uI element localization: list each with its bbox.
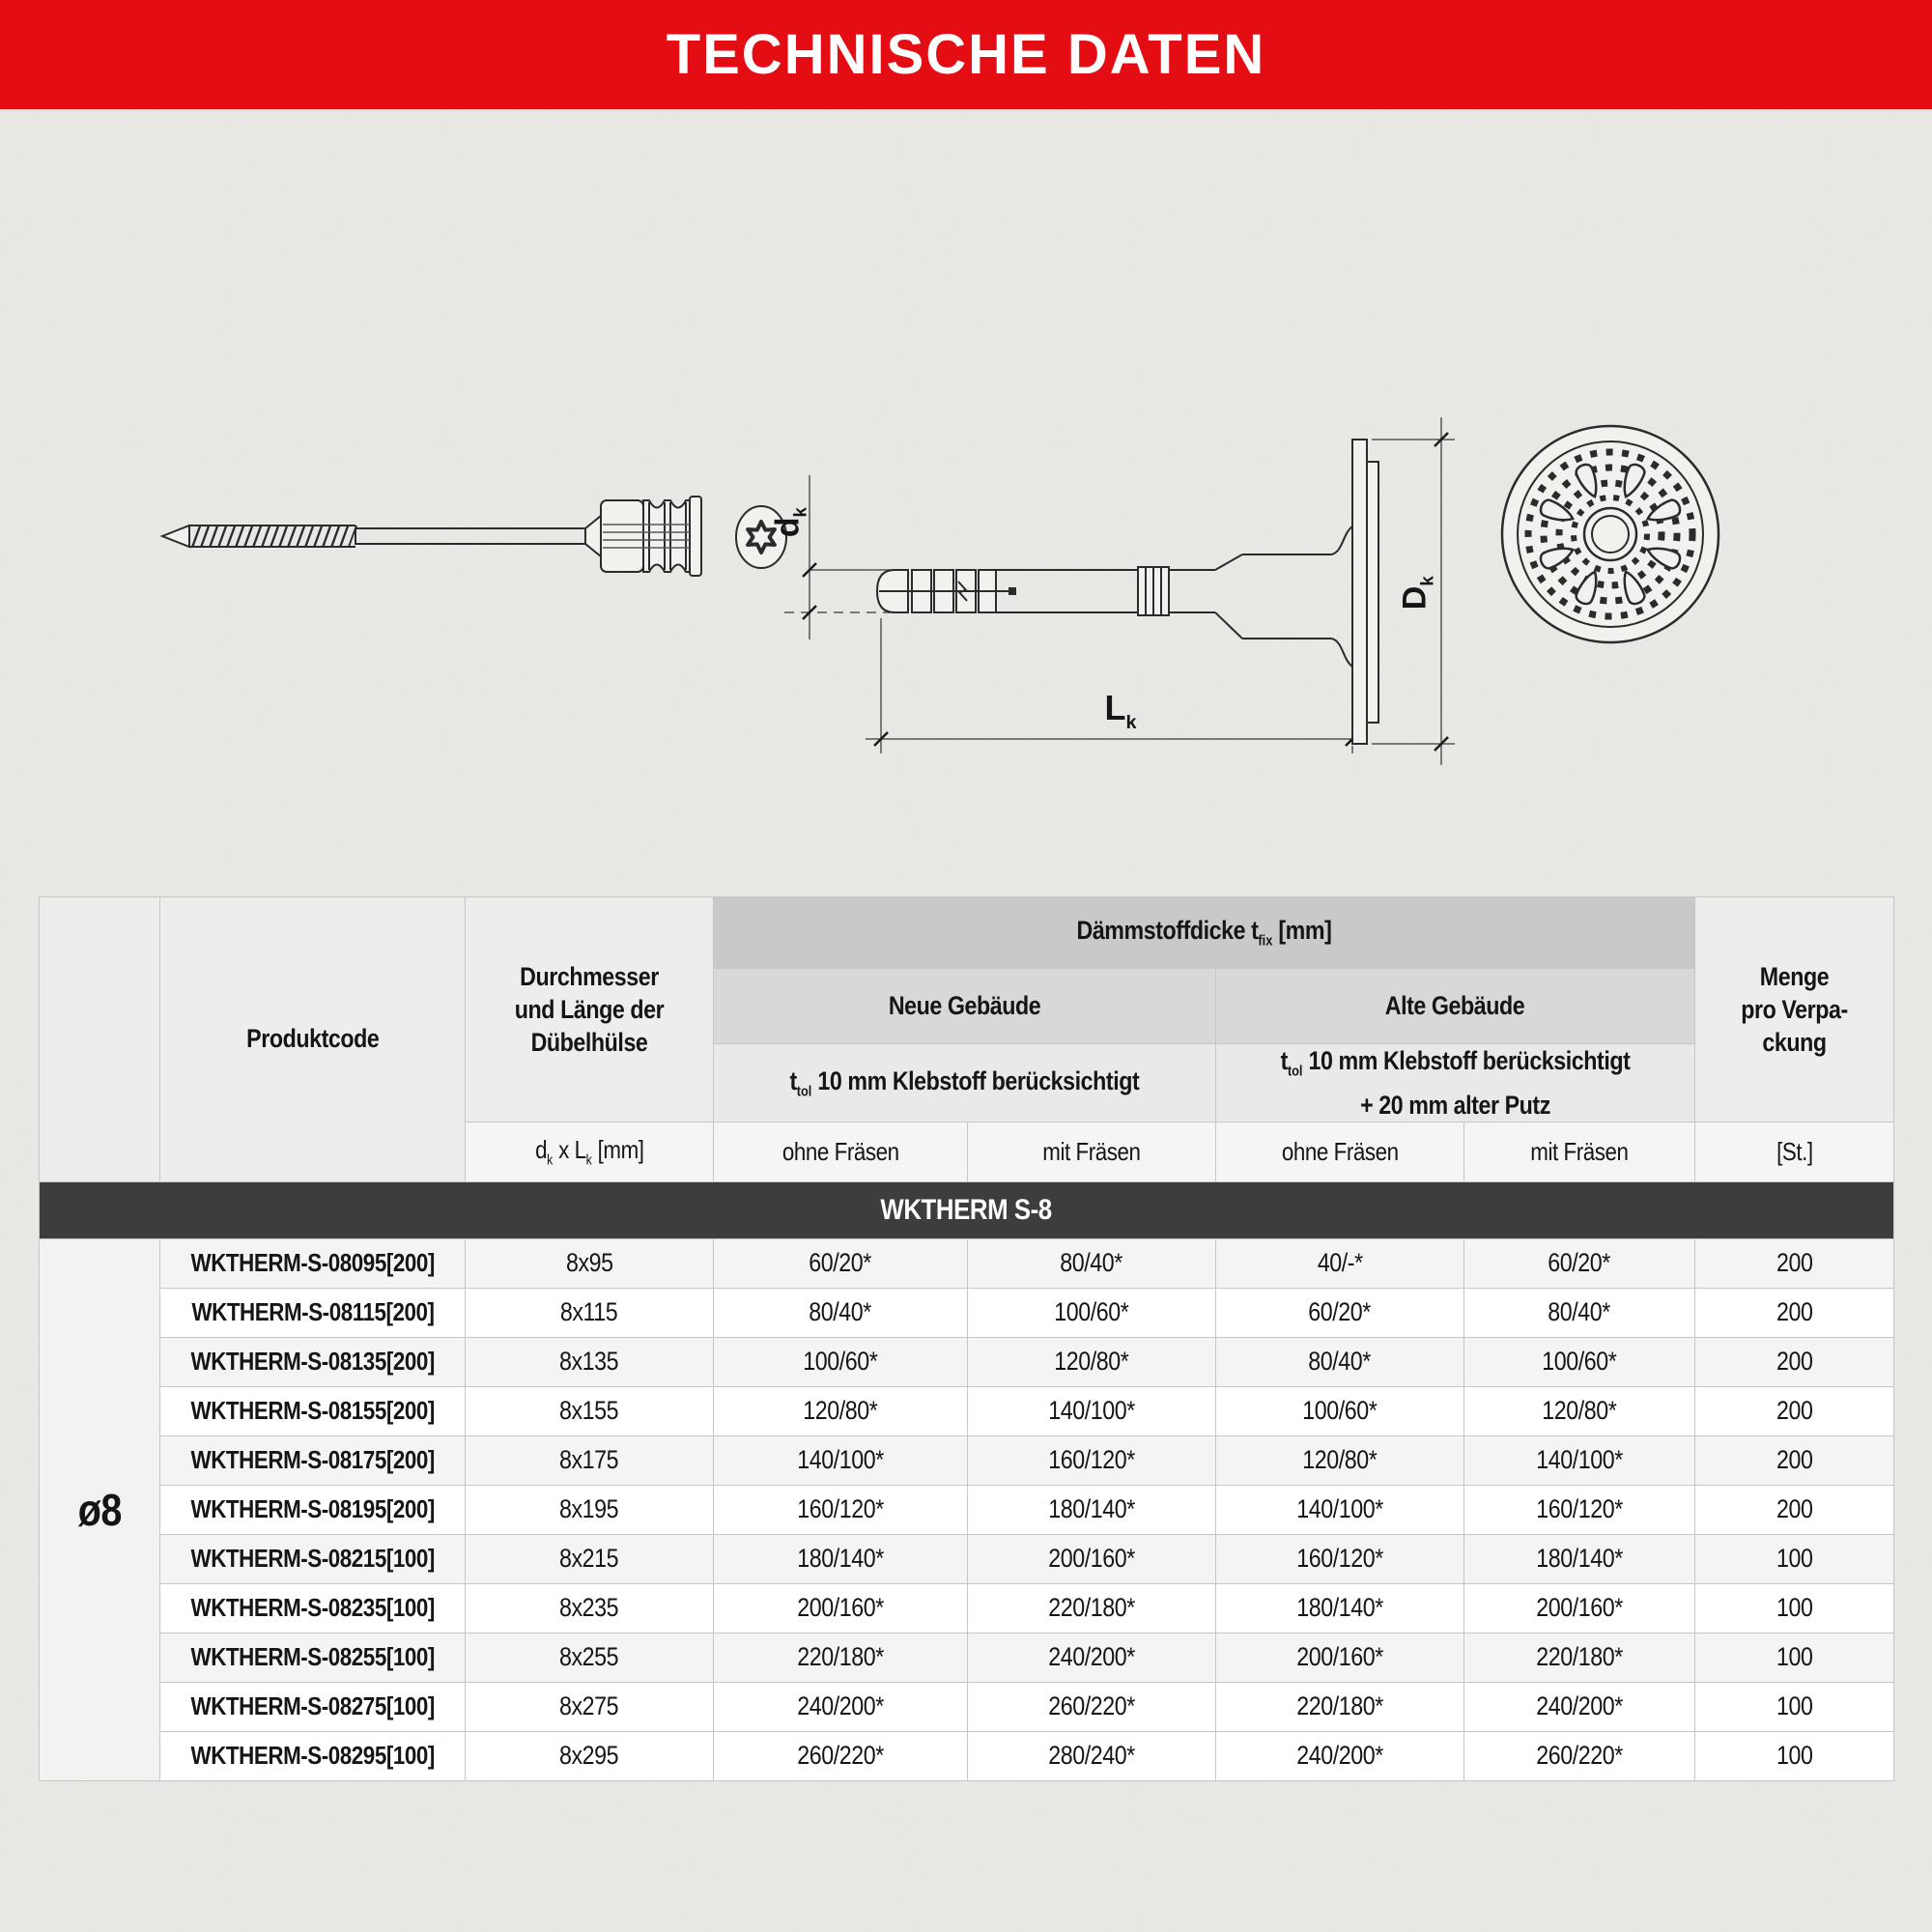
page-title: TECHNISCHE DATEN bbox=[666, 23, 1266, 86]
Dk-dimension-label: $D_k$ bbox=[1396, 576, 1437, 611]
cell-neue-ohne: 80/40* bbox=[714, 1288, 968, 1337]
table-row bbox=[40, 1682, 1894, 1731]
cell-menge: 200 bbox=[1695, 1386, 1894, 1435]
cell-alte-mit: 100/60* bbox=[1464, 1337, 1695, 1386]
cell-alte-ohne: 200/160* bbox=[1216, 1633, 1464, 1682]
cell-neue-mit: 140/100* bbox=[968, 1386, 1216, 1435]
cell-alte-ohne: 60/20* bbox=[1216, 1288, 1464, 1337]
subheader-dk-lk: $d_k$ x $L_k$ [mm] bbox=[466, 1122, 714, 1181]
cell-neue-ohne: 260/220* bbox=[714, 1731, 968, 1780]
subheader-ohne-fraesen-neue: ohne Fräsen bbox=[714, 1122, 968, 1181]
cell-size: 8x175 bbox=[466, 1435, 714, 1485]
header-alte-gebaeude: Alte Gebäude bbox=[1216, 969, 1695, 1044]
header-diameter-group-cell bbox=[40, 897, 160, 1182]
cell-code: WKTHERM-S-08235[100] bbox=[160, 1583, 466, 1633]
cell-code: WKTHERM-S-08295[100] bbox=[160, 1731, 466, 1780]
cell-neue-mit: 100/60* bbox=[968, 1288, 1216, 1337]
table-row bbox=[40, 1386, 1894, 1435]
cell-neue-mit: 240/200* bbox=[968, 1633, 1216, 1682]
cell-neue-ohne: 120/80* bbox=[714, 1386, 968, 1435]
subheader-ohne-fraesen-alte: ohne Fräsen bbox=[1216, 1122, 1464, 1181]
cell-alte-mit: 60/20* bbox=[1464, 1238, 1695, 1288]
cell-alte-mit: 160/120* bbox=[1464, 1485, 1695, 1534]
cell-code: WKTHERM-S-08095[200] bbox=[160, 1238, 466, 1288]
cell-neue-mit: 120/80* bbox=[968, 1337, 1216, 1386]
header-ttol-neue: $t_{tol}$ 10 mm Klebstoff berücksichtigt bbox=[714, 1044, 1216, 1122]
screw-side-view-drawing bbox=[145, 478, 686, 594]
cell-code: WKTHERM-S-08215[100] bbox=[160, 1534, 466, 1583]
cell-alte-ohne: 140/100* bbox=[1216, 1485, 1464, 1534]
cell-neue-ohne: 140/100* bbox=[714, 1435, 968, 1485]
cell-neue-mit: 180/140* bbox=[968, 1485, 1216, 1534]
cell-alte-mit: 220/180* bbox=[1464, 1633, 1695, 1682]
cell-size: 8x195 bbox=[466, 1485, 714, 1534]
cell-size: 8x275 bbox=[466, 1682, 714, 1731]
cell-alte-mit: 180/140* bbox=[1464, 1534, 1695, 1583]
diameter-cell: ø8 bbox=[40, 1238, 160, 1780]
table-row bbox=[40, 1238, 1894, 1288]
header-neue-gebaeude: Neue Gebäude bbox=[714, 969, 1216, 1044]
cell-code: WKTHERM-S-08275[100] bbox=[160, 1682, 466, 1731]
cell-size: 8x295 bbox=[466, 1731, 714, 1780]
cell-neue-ohne: 200/160* bbox=[714, 1583, 968, 1633]
table-row bbox=[40, 1731, 1894, 1780]
dk-dimension-label: $d_k$ bbox=[769, 507, 810, 538]
cell-menge: 200 bbox=[1695, 1337, 1894, 1386]
cell-alte-ohne: 120/80* bbox=[1216, 1435, 1464, 1485]
cell-alte-mit: 80/40* bbox=[1464, 1288, 1695, 1337]
cell-neue-mit: 200/160* bbox=[968, 1534, 1216, 1583]
cell-alte-ohne: 240/200* bbox=[1216, 1731, 1464, 1780]
cell-alte-mit: 200/160* bbox=[1464, 1583, 1695, 1633]
cell-neue-ohne: 160/120* bbox=[714, 1485, 968, 1534]
cell-code: WKTHERM-S-08155[200] bbox=[160, 1386, 466, 1435]
cell-neue-ohne: 60/20* bbox=[714, 1238, 968, 1288]
table-row bbox=[40, 1435, 1894, 1485]
Lk-dimension-label: $L_k$ bbox=[1104, 688, 1137, 733]
header-produktcode: Produktcode bbox=[160, 897, 466, 1182]
table-row bbox=[40, 1583, 1894, 1633]
cell-menge: 200 bbox=[1695, 1435, 1894, 1485]
cell-size: 8x95 bbox=[466, 1238, 714, 1288]
cell-alte-ohne: 100/60* bbox=[1216, 1386, 1464, 1435]
cell-menge: 100 bbox=[1695, 1633, 1894, 1682]
cell-menge: 100 bbox=[1695, 1682, 1894, 1731]
cell-size: 8x135 bbox=[466, 1337, 714, 1386]
group-band-wktherm-s8: WKTHERM S-8 bbox=[40, 1181, 1894, 1238]
cell-neue-mit: 280/240* bbox=[968, 1731, 1216, 1780]
cell-size: 8x155 bbox=[466, 1386, 714, 1435]
header-banner bbox=[0, 0, 1932, 109]
cell-menge: 200 bbox=[1695, 1238, 1894, 1288]
cell-neue-ohne: 240/200* bbox=[714, 1682, 968, 1731]
cell-code: WKTHERM-S-08175[200] bbox=[160, 1435, 466, 1485]
cell-size: 8x235 bbox=[466, 1583, 714, 1633]
cell-menge: 100 bbox=[1695, 1583, 1894, 1633]
cell-menge: 200 bbox=[1695, 1288, 1894, 1337]
cell-alte-ohne: 80/40* bbox=[1216, 1337, 1464, 1386]
cell-alte-mit: 120/80* bbox=[1464, 1386, 1695, 1435]
header-menge: Menge pro Verpa- ckung bbox=[1695, 897, 1894, 1122]
cell-neue-mit: 160/120* bbox=[968, 1435, 1216, 1485]
cell-code: WKTHERM-S-08135[200] bbox=[160, 1337, 466, 1386]
cell-code: WKTHERM-S-08255[100] bbox=[160, 1633, 466, 1682]
cell-alte-mit: 240/200* bbox=[1464, 1682, 1695, 1731]
cell-alte-mit: 260/220* bbox=[1464, 1731, 1695, 1780]
table-row bbox=[40, 1337, 1894, 1386]
cell-alte-ohne: 160/120* bbox=[1216, 1534, 1464, 1583]
cell-size: 8x255 bbox=[466, 1633, 714, 1682]
cell-code: WKTHERM-S-08195[200] bbox=[160, 1485, 466, 1534]
cell-size: 8x215 bbox=[466, 1534, 714, 1583]
technical-data-table bbox=[39, 896, 1894, 1781]
cell-alte-ohne: 180/140* bbox=[1216, 1583, 1464, 1633]
cell-size: 8x115 bbox=[466, 1288, 714, 1337]
header-daemmstoffdicke: Dämmstoffdicke $t_{fix}$ [mm] bbox=[714, 897, 1695, 969]
table-row bbox=[40, 1485, 1894, 1534]
cell-menge: 100 bbox=[1695, 1731, 1894, 1780]
table-row bbox=[40, 1534, 1894, 1583]
cell-neue-ohne: 100/60* bbox=[714, 1337, 968, 1386]
cell-alte-ohne: 220/180* bbox=[1216, 1682, 1464, 1731]
cell-menge: 100 bbox=[1695, 1534, 1894, 1583]
header-ttol-alte: $t_{tol}$ 10 mm Klebstoff berücksichtigt + 20 mm alter Putz bbox=[1216, 1044, 1695, 1122]
table-row bbox=[40, 1633, 1894, 1682]
cell-alte-ohne: 40/-* bbox=[1216, 1238, 1464, 1288]
subheader-mit-fraesen-alte: mit Fräsen bbox=[1464, 1122, 1695, 1181]
cell-neue-mit: 260/220* bbox=[968, 1682, 1216, 1731]
header-durchmesser: Durchmesser und Länge der Dübelhülse bbox=[466, 897, 714, 1122]
cell-code: WKTHERM-S-08115[200] bbox=[160, 1288, 466, 1337]
plate-top-view-drawing bbox=[1499, 423, 1721, 645]
cell-alte-mit: 140/100* bbox=[1464, 1435, 1695, 1485]
subheader-mit-fraesen-neue: mit Fräsen bbox=[968, 1122, 1216, 1181]
cell-menge: 200 bbox=[1695, 1485, 1894, 1534]
cell-neue-ohne: 180/140* bbox=[714, 1534, 968, 1583]
cell-neue-mit: 220/180* bbox=[968, 1583, 1216, 1633]
table-row bbox=[40, 1288, 1894, 1337]
cell-neue-ohne: 220/180* bbox=[714, 1633, 968, 1682]
cell-neue-mit: 80/40* bbox=[968, 1238, 1216, 1288]
subheader-stueck: [St.] bbox=[1695, 1122, 1894, 1181]
